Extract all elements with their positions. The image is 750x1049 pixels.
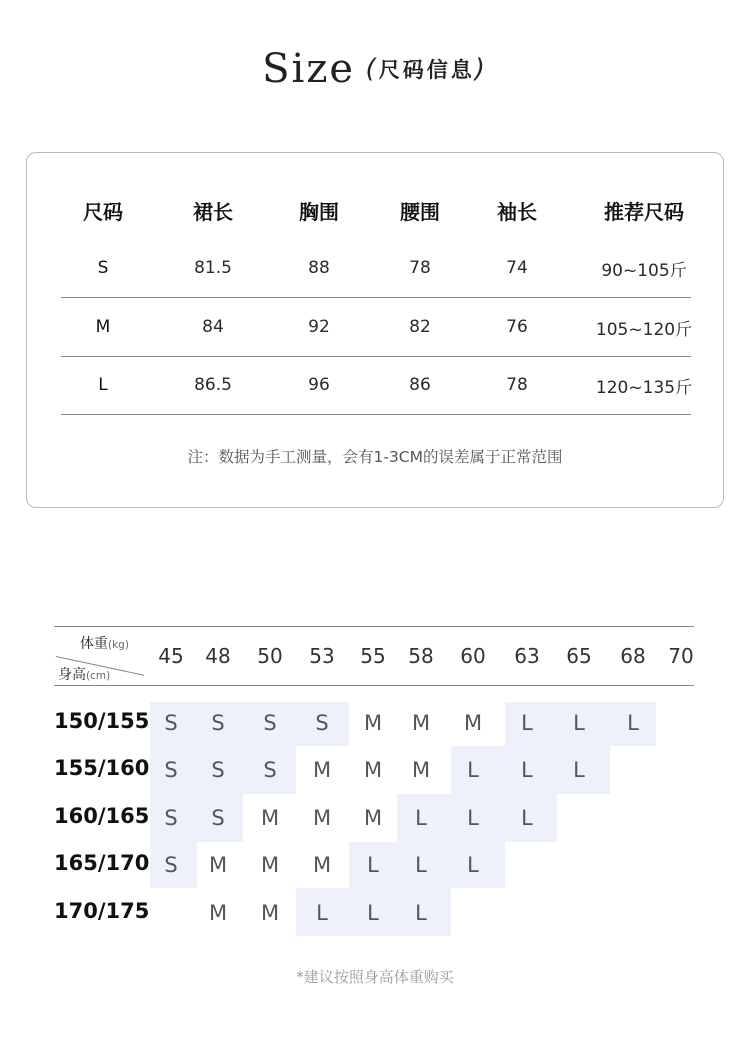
size-cell: S <box>211 711 225 735</box>
size-cell: L <box>367 901 379 925</box>
row-bust: 88 <box>308 258 330 278</box>
weight-header-65: 65 <box>566 644 592 668</box>
header-waist: 腰围 <box>400 199 440 224</box>
size-cell: L <box>627 711 639 735</box>
corner-height-label: 身高(cm) <box>58 667 111 683</box>
row-sleeve: 74 <box>506 258 528 278</box>
page-title <box>0 46 750 92</box>
size-cell: L <box>467 806 479 830</box>
row-bust: 92 <box>308 317 330 337</box>
size-cell: L <box>467 758 479 782</box>
size-cell: S <box>211 806 225 830</box>
size-cell: M <box>312 806 332 830</box>
size-cell: M <box>208 901 228 925</box>
weight-header-55: 55 <box>360 644 386 668</box>
row-waist: 82 <box>409 317 431 337</box>
row-sleeve: 78 <box>506 375 528 395</box>
size-cell: M <box>411 711 431 735</box>
size-cell: S <box>315 711 329 735</box>
size-cell: M <box>260 853 280 877</box>
title-main: Size <box>262 46 356 92</box>
measurement-note: 注：数据为手工测量，会有1-3CM的误差属于正常范围 <box>187 448 563 466</box>
purchase-advice: *建议按照身高体重购买 <box>296 968 454 986</box>
size-cell: L <box>521 711 533 735</box>
row-waist: 86 <box>409 375 431 395</box>
weight-header-50: 50 <box>257 644 283 668</box>
row-sleeve: 76 <box>506 317 528 337</box>
size-cell: L <box>367 853 379 877</box>
header-size: 尺码 <box>83 199 123 224</box>
weight-header-68: 68 <box>620 644 646 668</box>
grid-top-divider <box>54 626 694 627</box>
row-size: L <box>98 375 108 395</box>
grid-header-divider <box>54 685 694 686</box>
size-cell: S <box>211 758 225 782</box>
size-cell: M <box>411 758 431 782</box>
weight-header-63: 63 <box>514 644 540 668</box>
weight-header-45: 45 <box>158 644 184 668</box>
row-waist: 78 <box>409 258 431 278</box>
row-size: M <box>95 317 111 337</box>
size-table-header <box>61 195 691 225</box>
corner-weight-label: 体重(kg) <box>80 636 129 652</box>
height-row-label: 160/165 <box>54 804 150 828</box>
size-cell: L <box>521 806 533 830</box>
weight-header-53: 53 <box>309 644 335 668</box>
row-size: S <box>97 258 109 278</box>
size-cell: M <box>363 758 383 782</box>
table-row <box>61 298 691 357</box>
size-cell: M <box>260 806 280 830</box>
size-cell: M <box>260 901 280 925</box>
row-recommended: 105~120斤 <box>595 319 693 340</box>
row-bust: 96 <box>308 375 330 395</box>
height-row-label: 170/175 <box>54 899 150 923</box>
size-cell: L <box>316 901 328 925</box>
size-cell: L <box>467 853 479 877</box>
header-dress-length: 裙长 <box>193 199 233 224</box>
size-cell: S <box>164 711 178 735</box>
row-recommended: 120~135斤 <box>595 377 693 398</box>
header-recommended: 推荐尺码 <box>604 199 684 224</box>
title-subtitle: (尺码信息) <box>365 54 488 84</box>
row-dress-length: 81.5 <box>194 258 232 278</box>
header-bust: 胸围 <box>299 199 339 224</box>
weight-header-58: 58 <box>408 644 434 668</box>
row-dress-length: 86.5 <box>194 375 232 395</box>
size-cell: L <box>573 758 585 782</box>
size-cell: L <box>415 901 427 925</box>
size-cell: S <box>263 711 277 735</box>
row-dress-length: 84 <box>202 317 224 337</box>
table-row <box>61 356 691 415</box>
size-cell: S <box>164 853 178 877</box>
size-cell: M <box>312 853 332 877</box>
size-cell: L <box>415 853 427 877</box>
height-row-label: 155/160 <box>54 756 150 780</box>
size-chart-card <box>26 152 724 508</box>
size-cell: M <box>312 758 332 782</box>
height-row-label: 165/170 <box>54 851 150 875</box>
row-recommended: 90~105斤 <box>601 260 687 281</box>
size-cell: S <box>263 758 277 782</box>
size-cell: L <box>521 758 533 782</box>
height-row-label: 150/155 <box>54 709 150 733</box>
size-cell: M <box>208 853 228 877</box>
table-row <box>61 239 691 298</box>
size-cell: M <box>363 806 383 830</box>
weight-header-60: 60 <box>460 644 486 668</box>
size-cell: S <box>164 806 178 830</box>
size-cell: M <box>363 711 383 735</box>
size-cell: M <box>463 711 483 735</box>
weight-header-48: 48 <box>205 644 231 668</box>
header-sleeve: 袖长 <box>497 199 537 224</box>
size-cell: L <box>415 806 427 830</box>
size-cell: L <box>573 711 585 735</box>
size-cell: S <box>164 758 178 782</box>
weight-header-70: 70 <box>668 644 694 668</box>
